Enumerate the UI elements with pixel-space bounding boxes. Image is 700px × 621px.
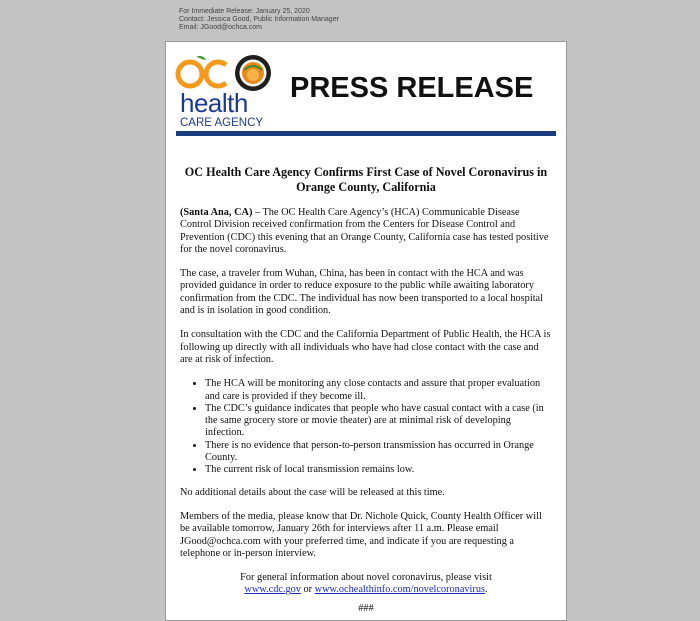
paragraph-1-text: – The OC Health Care Agency’s (HCA) Communicable Disease Control Division received confirmation from the Centers for Disease Control and Prevention (CDC) this evening that an Orange County, California case has tested positive for the novel coronavirus. (180, 207, 549, 255)
ochealthinfo-link[interactable]: www.ochealthinfo.com/novelcoronavirus (314, 584, 485, 596)
paragraph-4: No additional details about the case will be released at this time. (180, 486, 445, 498)
email-line: Email: JGood@ochca.com (179, 24, 262, 31)
paragraph-3: In consultation with the CDC and the California Department of Public Health, the HCA is following up directly with all individuals who have had close contact with the case and are at risk of infection. (180, 329, 551, 365)
press-release-page (165, 41, 567, 621)
closing-info (180, 572, 552, 597)
logo-health-text: health (180, 88, 248, 118)
list-item: • The current risk of local transmission remains low. (205, 464, 552, 476)
paragraph-1 (180, 207, 552, 256)
paragraph-2: The case, a traveler from Wuhan, China, has been in contact with the HCA and was provided guidance in order to reduce exposure to the public while awaiting laboratory confirmation from the CDC. The individual has now been transported to a local hospital and is in isolation in good condition. (180, 268, 543, 317)
contact-line: Contact: Jessica Good, Public Information Manager (179, 16, 339, 23)
bullet-list (180, 378, 552, 476)
press-release-title: PRESS RELEASE (290, 72, 534, 104)
end-mark: ### (358, 602, 374, 614)
oc-health-care-agency-logo (174, 50, 274, 130)
release-content (180, 165, 552, 615)
county-seal-icon (234, 54, 272, 92)
logo-agency-text: CARE AGENCY (180, 117, 264, 129)
link-end: . (485, 584, 488, 596)
paragraph-5: Members of the media, please know that Dr. Nichole Quick, County Health Officer will be available tomorrow, January 26th for interviews after 11 a.m. Please email JGood@ochca.com with your preferred time, and indicate if you are requesting a telephone or in-person interview. (180, 510, 542, 559)
links-line (180, 584, 552, 596)
list-item: • There is no evidence that person-to-person transmission has occurred in Orange County. (205, 440, 552, 465)
header-divider (176, 131, 556, 136)
release-meta (179, 8, 339, 32)
cdc-link[interactable]: www.cdc.gov (244, 584, 301, 596)
link-joiner: or (300, 584, 315, 596)
closing-line: For general information about novel coronavirus, please visit (240, 572, 492, 584)
list-item: • The HCA will be monitoring any close contacts and assure that proper evaluation and care is provided if they become ill. (205, 378, 552, 403)
oc-logo-icon (174, 56, 234, 92)
release-headline: OC Health Care Agency Confirms First Case of Novel Coronavirus in Orange County, California (184, 165, 548, 194)
release-date-line: For Immediate Release: January 25, 2020 (179, 8, 310, 15)
list-item: • The CDC’s guidance indicates that people who have casual contact with a case (in the same grocery store or movie theater) are at minimal risk of developing infection. (205, 403, 552, 440)
dateline: (Santa Ana, CA) (180, 207, 253, 218)
